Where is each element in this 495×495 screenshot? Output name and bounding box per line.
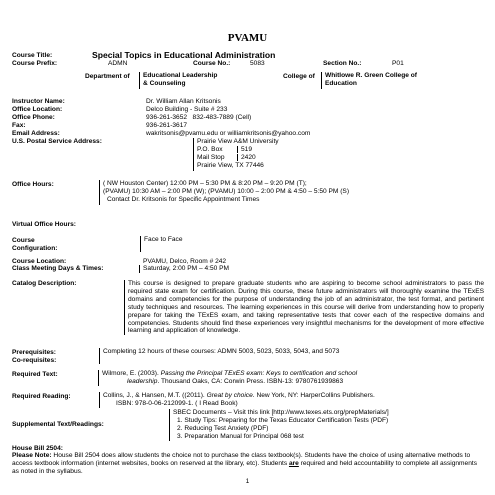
label-line: Course: [12, 237, 35, 244]
course-title-value: Special Topics in Educational Administration: [92, 50, 276, 60]
department-value-line: Educational Leadership: [143, 72, 218, 79]
required-reading-line: ISBN: 978-0-06-212099-1. ( I Read Book): [116, 399, 238, 407]
course-prefix-value: ADMN: [108, 60, 128, 67]
required-text-label: Required Text:: [12, 371, 58, 378]
supplemental-item: 2. Reducing Test Anxiety (PDF): [177, 424, 269, 432]
supplemental-label: Supplemental Text/Readings:: [12, 421, 104, 428]
required-reading-value: [99, 392, 483, 408]
label-line: Co-requisites:: [12, 356, 57, 364]
email-value[interactable]: wakritsonis@pvamu.edu or williamkritsonis@yahoo.com: [146, 130, 311, 137]
postal-line: Prairie View, TX 77446: [197, 161, 264, 169]
supplemental-item: 3. Preparation Manual for Principal 068 test: [177, 432, 304, 440]
course-prefix-label: Course Prefix:: [12, 60, 58, 67]
postal-address-label: U.S. Postal Service Address:: [12, 138, 102, 145]
course-location-value: PVAMU, Delco, Room # 242: [143, 258, 227, 265]
college-value-line: Whitlowe R. Green College of: [325, 72, 417, 79]
required-text-value: [98, 370, 482, 386]
supplemental-item: 1. Study Tips: Preparing for the Texas Educator Certification Tests (PDF): [177, 416, 389, 424]
course-configuration-value: Face to Face: [140, 236, 182, 252]
house-bill-text-1: House Bill 2504 does allow students the choice not to purchase the class textbook(s). Students have the choice of using alternative methods to access textbook information (internet websites, books on reserved at the library, etc). Students: [12, 452, 471, 467]
postal-line: [197, 146, 279, 154]
required-text-publisher: . Thousand Oaks, CA: Corwin Press. ISBN-13: 9780761939863: [157, 377, 344, 385]
virtual-office-hours-label: Virtual Office Hours:: [12, 221, 76, 228]
required-text-line: [102, 370, 482, 378]
label-line: Configuration:: [12, 244, 58, 252]
please-note-label: Please Note:: [12, 452, 52, 459]
office-phone-label: Office Phone:: [12, 114, 55, 121]
page-number: 1: [245, 478, 250, 485]
department-value: [139, 72, 217, 89]
postal-line: [197, 154, 279, 162]
required-reading-line: [103, 392, 483, 400]
course-title-label: Course Title:: [12, 52, 53, 59]
office-hours-label: Office Hours:: [12, 181, 54, 188]
course-no-label: Course No.:: [193, 60, 231, 67]
required-text-title-cont: leadership: [127, 377, 158, 385]
college-label: College of: [283, 73, 315, 80]
course-configuration-label: [12, 237, 57, 253]
required-reading-title: Great by choice: [206, 392, 253, 399]
required-reading-author: Collins, J., & Hansen, M.T. ((2011).: [103, 392, 205, 399]
house-bill-note: [12, 452, 482, 476]
mail-stop-label: Mail Stop: [197, 153, 225, 161]
postal-address-value: [193, 138, 279, 171]
catalog-description-text: This course is designed to prepare graduate students who are aspiring to become school administrators to pass the required state exam for certification. During this course, these future administrators will thoroughly examine the TExES domains and competencies for the purpose of understanding the job of an administrator, the test format, and pertinent study techniques and resources. The learning experiences in this course will derive from understanding how to properly prepare for taking the TExES exam, and taking representative tests that cover each of the respective domains and competencies. Students should find these experiences very insightful mechanisms for the development of more effective learning and application of knowledge.: [124, 280, 484, 335]
postal-line: Prairie View A&M University: [197, 138, 279, 145]
college-value-line: Education: [325, 79, 357, 87]
required-text-title: Passing the Principal TExES exam: Keys to certification and school: [160, 370, 358, 377]
office-phone-value: 936-261-3652 832-483-7889 (Cell): [146, 114, 252, 121]
house-bill-text-2: required and held accountability to complete all assignments as noted in the syllabus.: [12, 459, 477, 475]
mail-stop-value: 2420: [237, 154, 256, 161]
office-location-label: Office Location:: [12, 106, 63, 113]
office-hours-value: [99, 180, 349, 205]
department-label: Department of: [85, 73, 130, 80]
office-hours-line: Contact Dr. Kritsonis for Specific Appointment Times: [107, 195, 260, 203]
catalog-description-label: Catalog Description:: [12, 280, 77, 287]
section-no-label: Section No.:: [323, 60, 362, 67]
email-label: Email Address:: [12, 130, 60, 137]
fax-value: 936-261-3617: [146, 122, 188, 129]
required-reading-label: Required Reading:: [12, 393, 71, 400]
postal-box-label: P.O. Box: [197, 145, 223, 153]
office-hours-line: ( NW Houston Center) 12:00 PM – 5:30 PM & 8:20 PM – 9:20 PM (T);: [103, 180, 307, 187]
fax-label: Fax:: [12, 122, 26, 129]
label-line: Prerequisites:: [12, 349, 56, 356]
class-meeting-value: Saturday, 2:00 PM – 4:50 PM: [139, 265, 229, 273]
supplemental-link-line[interactable]: SBEC Documents – Visit this link [http://www.texes.ets.org/prepMaterials/]: [173, 409, 389, 416]
office-hours-line: (PVAMU) 10:30 AM – 2:00 PM (W); (PVAMU) 10:00 – 2:00 PM & 4:50 – 5:50 PM (S): [103, 187, 350, 195]
section-no-value: P01: [392, 60, 404, 67]
house-bill-emphasis: are: [288, 459, 299, 467]
required-text-line: [102, 378, 482, 386]
department-value-line: & Counseling: [143, 79, 186, 87]
college-value: [321, 72, 417, 89]
office-location-value: Delco Building - Suite # 233: [146, 106, 228, 113]
prerequisites-value: Completing 12 hours of these courses: ADMN 5003, 5023, 5033, 5043, and 5073: [99, 348, 339, 364]
prerequisites-label: [12, 349, 56, 365]
instructor-name-value: Dr. William Allan Kritsonis: [146, 98, 221, 105]
course-location-label: Course Location:: [12, 258, 67, 265]
class-meeting-label: Class Meeting Days & Times:: [12, 265, 104, 272]
postal-box-value: 519: [237, 146, 252, 153]
required-reading-publisher: . New York, NY: HarperCollins Publishers.: [252, 392, 375, 399]
page-title: PVAMU: [227, 32, 268, 44]
required-text-author: Wilmore, E. (2003).: [102, 370, 159, 377]
course-no-value: 5083: [250, 60, 265, 67]
instructor-name-label: Instructor Name:: [12, 98, 65, 105]
house-bill-heading: House Bill 2504:: [12, 445, 63, 452]
supplemental-value: [169, 409, 389, 441]
